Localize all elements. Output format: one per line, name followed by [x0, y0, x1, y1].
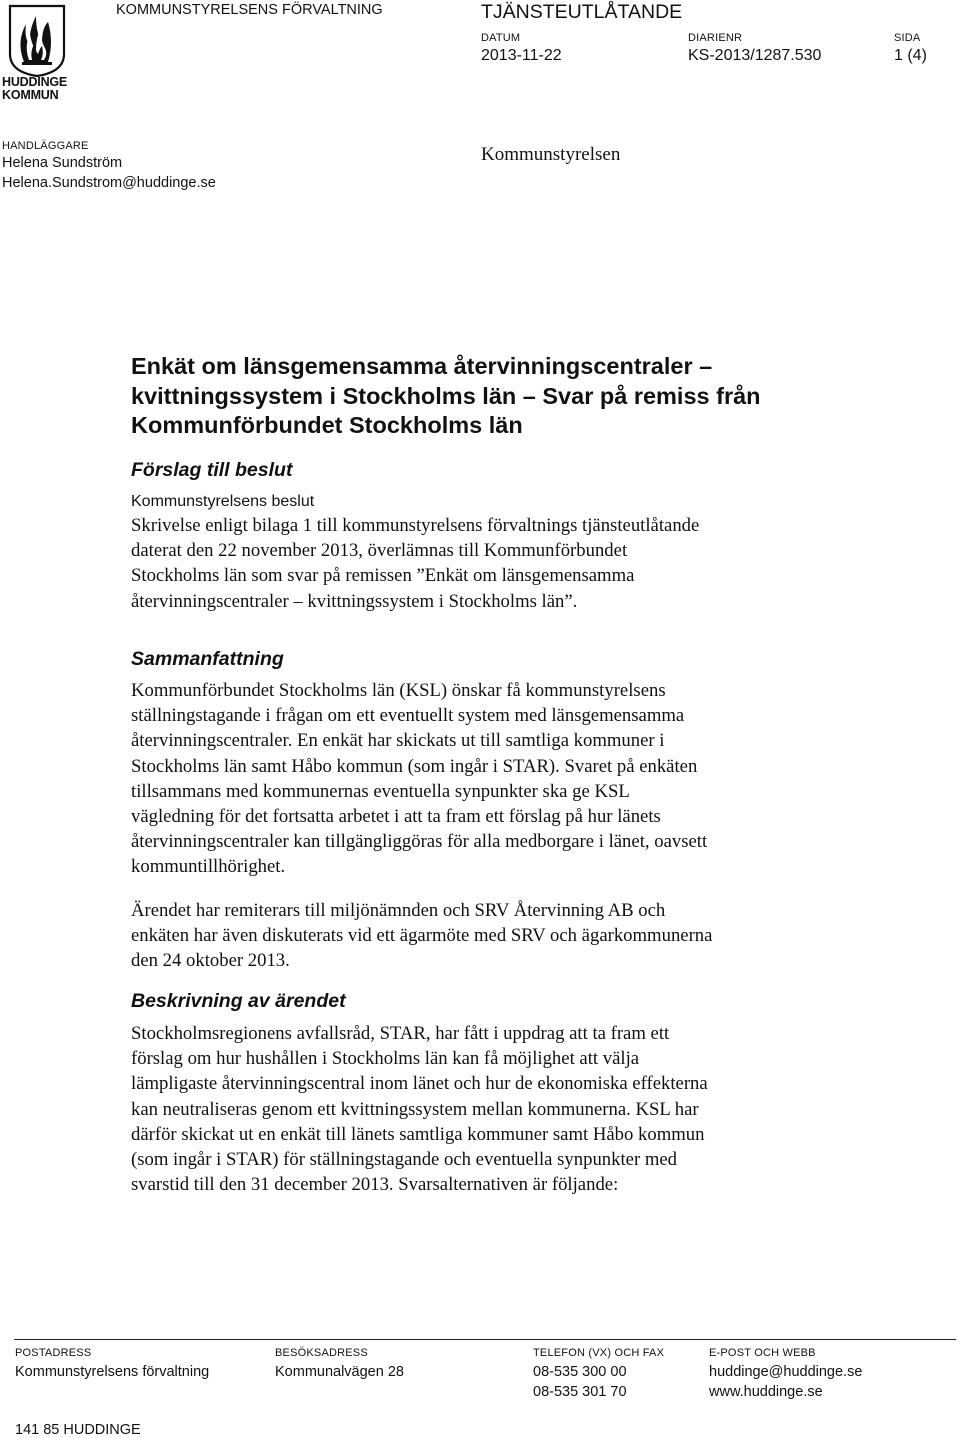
page-label: SIDA [894, 32, 921, 44]
visit-label: BESÖKSADRESS [275, 1347, 368, 1359]
title-line: kvittningssystem i Stockholms län – Svar på remiss från [131, 382, 761, 409]
proposal-heading: Förslag till beslut [131, 459, 293, 481]
fax-value: 08-535 301 70 [533, 1384, 627, 1400]
description-line: Stockholmsregionens avfallsråd, STAR, har fått i uppdrag att ta fram ett [131, 1023, 670, 1044]
logo-line-2: KOMMUN [2, 88, 59, 102]
description-line: svarstid till den 31 december 2013. Svarsalternativen är följande: [131, 1174, 619, 1196]
web-link[interactable]: www.huddinge.se [709, 1384, 823, 1400]
handler-label: HANDLÄGGARE [2, 140, 89, 152]
postal-label: POSTADRESS [15, 1347, 92, 1359]
logo-line-1: HUDDINGE [2, 75, 68, 89]
recipient: Kommunstyrelsen [481, 144, 621, 165]
description-line: (som ingår i STAR) för ställningstagande och eventuella synpunkter med [131, 1149, 678, 1171]
summary-line: Stockholms län samt Håbo kommun (som ingår i STAR). Svaret på enkäten [131, 755, 698, 777]
postal-line-2: 141 85 HUDDINGE [15, 1422, 141, 1438]
description-text [131, 1021, 831, 1197]
description-line: lämpligaste återvinningscentral inom länet och hur de ekonomiska effekterna [131, 1073, 708, 1095]
summary-line: återvinningscentraler kan tillgängliggöras för alla medborgare i länet, oavsett [131, 831, 708, 853]
description-line: därför skickat ut en enkät till länets samtliga kommuner samt Håbo kommun [131, 1123, 705, 1145]
phone-label: TELEFON (VX) OCH FAX [533, 1347, 665, 1359]
title-line: Enkät om länsgemensamma återvinningscentraler – [131, 353, 713, 379]
page-value: 1 (4) [894, 47, 927, 64]
org-name: KOMMUNSTYRELSENS FÖRVALTNING [116, 2, 383, 18]
proposal-text [131, 491, 831, 614]
web-label: E-POST OCH WEBB [709, 1347, 816, 1359]
summary-line: återvinningscentraler. En enkät har skickats ut till samtliga kommuner i [131, 730, 665, 752]
proposal-line: Stockholms län som svar på remissen ”Enkät om länsgemensamma [131, 565, 635, 587]
footer-divider [14, 1339, 956, 1340]
phone-value: 08-535 300 00 [533, 1364, 627, 1380]
summary-line: tillsammans med kommunernas eventuella synpunkter ska ge KSL [131, 780, 630, 802]
postal-line-1: Kommunstyrelsens förvaltning [15, 1364, 210, 1380]
proposal-line: daterat den 22 november 2013, överlämnas till Kommunförbundet [131, 540, 628, 562]
description-line: förslag om hur hushållen i Stockholms län kan få möjlighet att välja [131, 1048, 640, 1070]
title-line: Kommunförbundet Stockholms län [131, 412, 523, 438]
summary-line: ställningstagande i frågan om ett eventuellt system med länsgemensamma [131, 705, 685, 727]
summary-line: Kommunförbundet Stockholms län (KSL) önskar få kommunstyrelsens [131, 680, 666, 701]
visit-value: Kommunalvägen 28 [275, 1364, 404, 1380]
proposal-subheading: Kommunstyrelsens beslut [131, 493, 315, 510]
diary-value: KS-2013/1287.530 [688, 47, 822, 64]
doc-type: TJÄNSTEUTLÅTANDE [481, 1, 683, 23]
proposal-line: Skrivelse enligt bilaga 1 till kommunstyrelsens förvaltnings tjänsteutlåtande [131, 515, 700, 536]
handler-name: Helena Sundström [2, 155, 123, 171]
summary-paragraph-2 [131, 898, 831, 974]
summary-paragraph-1 [131, 678, 831, 880]
summary-line: enkäten har även diskuterats vid ett ägarmöte med SRV och ägarkommunerna [131, 925, 713, 947]
summary-heading: Sammanfattning [131, 648, 284, 670]
date-label: DATUM [481, 32, 521, 44]
description-line: kan neutraliseras genom ett kvittningssystem mellan kommunerna. KSL har [131, 1098, 699, 1120]
proposal-line: återvinningscentraler – kvittningssystem i Stockholms län”. [131, 590, 578, 612]
summary-line: kommuntillhörighet. [131, 856, 286, 878]
diary-label: DIARIENR [688, 32, 743, 44]
summary-line: Ärendet har remiterars till miljönämnden och SRV Återvinning AB och [131, 900, 666, 921]
summary-line: den 24 oktober 2013. [131, 950, 290, 972]
logo-text [2, 76, 82, 102]
document-title [131, 352, 851, 441]
description-heading: Beskrivning av ärendet [131, 990, 346, 1012]
email-link[interactable]: huddinge@huddinge.se [709, 1364, 863, 1380]
date-value: 2013-11-22 [481, 47, 562, 64]
handler-email: Helena.Sundstrom@huddinge.se [2, 175, 216, 191]
summary-line: vägledning för det fortsatta arbetet i att ta fram ett förslag på hur länets [131, 806, 661, 828]
